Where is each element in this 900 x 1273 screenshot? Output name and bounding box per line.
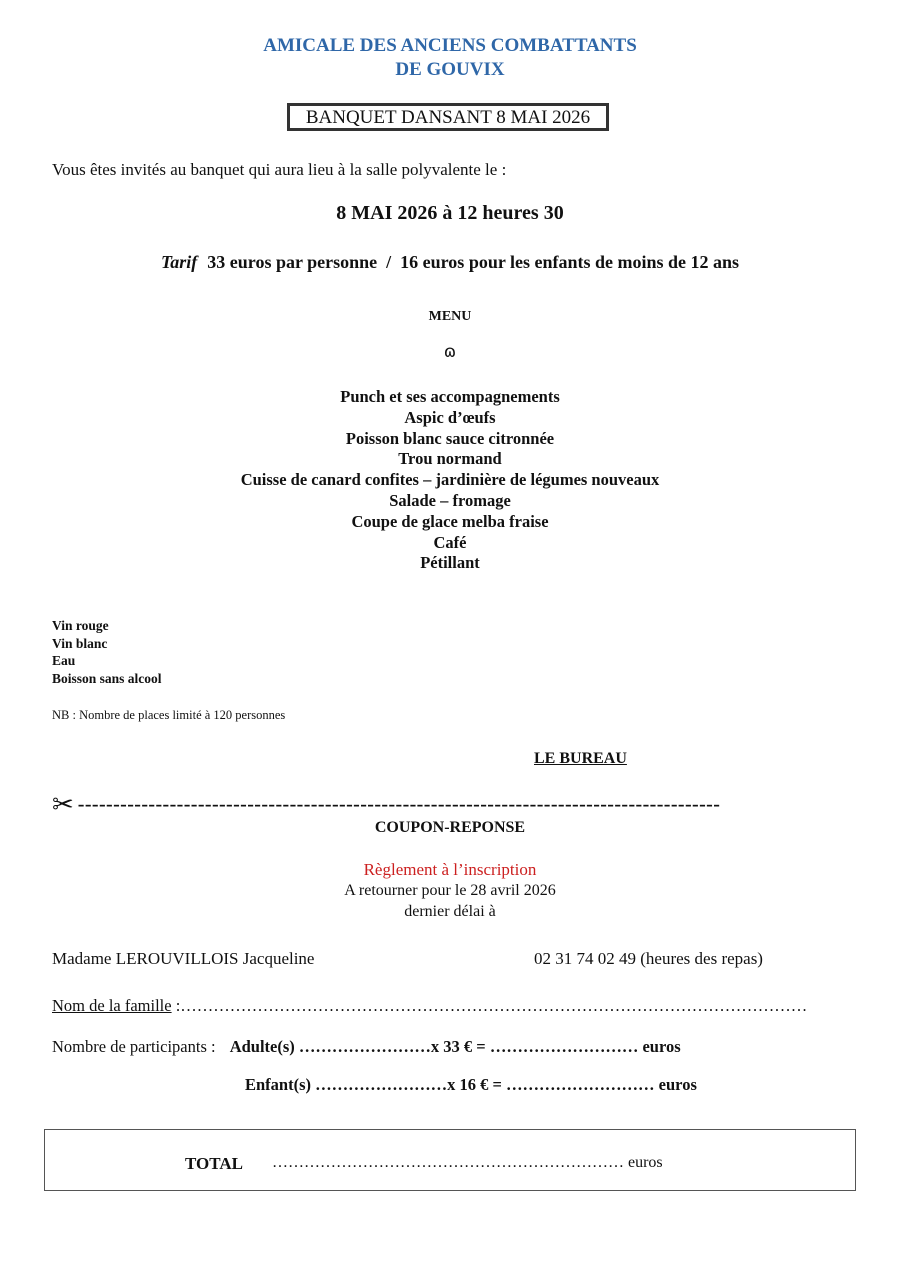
event-title: BANQUET DANSANT 8 MAI 2026 — [287, 103, 609, 131]
child-label: Enfant(s) — [245, 1075, 312, 1094]
contact-phone: 02 31 74 02 49 (heures des repas) — [534, 949, 763, 968]
menu-dish: Coupe de glace melba fraise — [351, 511, 549, 531]
total-dots: ………………………………………………………… euros — [272, 1154, 663, 1171]
organization-name — [0, 34, 900, 82]
return-line-1: A retourner pour le 28 avril 2026 — [344, 882, 556, 899]
menu-dish: Aspic d’œufs — [404, 407, 496, 427]
child-count-field[interactable] — [245, 1075, 697, 1095]
drink-item: Eau — [52, 653, 76, 668]
scissors-icon: ✂ — [52, 790, 74, 820]
drink-item: Vin blanc — [52, 635, 108, 651]
drinks-list — [52, 617, 162, 687]
tarif-text: 33 euros par personne / 16 euros pour les enfants de moins de 12 ans — [207, 252, 740, 272]
adult-dots: ……………………x 33 € = ……………………… euros — [294, 1037, 681, 1056]
menu-dish: Trou normand — [398, 449, 502, 469]
family-name-dots: :…………………………………………………………………………………………………… — [171, 996, 808, 1015]
reglement-text: Règlement à l’inscription — [363, 860, 537, 879]
organization-line-2: DE GOUVIX — [395, 59, 505, 80]
tarif-label: Tarif — [160, 252, 198, 272]
signature: LE BUREAU — [534, 750, 627, 767]
organization-line-1: AMICALE DES ANCIENS COMBATTANTS — [263, 35, 637, 56]
contact-name: Madame LEROUVILLOIS Jacqueline — [52, 949, 315, 968]
invitation-text: Vous êtes invités au banquet qui aura lieu à la salle polyvalente le : — [52, 160, 507, 179]
adult-count-field[interactable] — [52, 1037, 681, 1057]
menu-title: MENU — [428, 309, 472, 324]
menu-dish: Cuisse de canard confites – jardinière de légumes nouveaux — [240, 470, 660, 490]
capacity-note: NB : Nombre de places limité à 120 personnes — [52, 708, 286, 722]
cut-line — [52, 790, 852, 820]
tarif-line — [0, 252, 900, 273]
child-dots: ……………………x 16 € = ……………………… euros — [311, 1075, 697, 1094]
return-line-2: dernier délai à — [404, 902, 496, 920]
menu-dish: Pétillant — [420, 553, 480, 573]
total-label: TOTAL — [185, 1154, 243, 1173]
menu-dish: Poisson blanc sauce citronnée — [345, 428, 555, 448]
floral-ornament-icon: ɷ — [443, 342, 457, 362]
total-field[interactable] — [272, 1154, 663, 1172]
event-date: 8 MAI 2026 à 12 heures 30 — [336, 202, 564, 224]
menu-dish: Salade – fromage — [389, 490, 511, 510]
participants-label: Nombre de participants : — [52, 1037, 216, 1056]
menu-dish: Punch et ses accompagnements — [340, 387, 560, 406]
menu-dishes — [0, 387, 900, 574]
family-name-label: Nom de la famille — [52, 996, 172, 1015]
return-deadline — [0, 881, 900, 922]
adult-label: Adulte(s) — [229, 1037, 295, 1056]
family-name-field[interactable] — [52, 996, 807, 1016]
coupon-title: COUPON-REPONSE — [374, 819, 526, 836]
menu-dish: Café — [433, 532, 467, 552]
drink-item: Boisson sans alcool — [52, 670, 162, 686]
drink-item: Vin rouge — [52, 618, 109, 633]
cut-dashes: ------------------------------------------------------------------------------------------- — [77, 793, 721, 816]
